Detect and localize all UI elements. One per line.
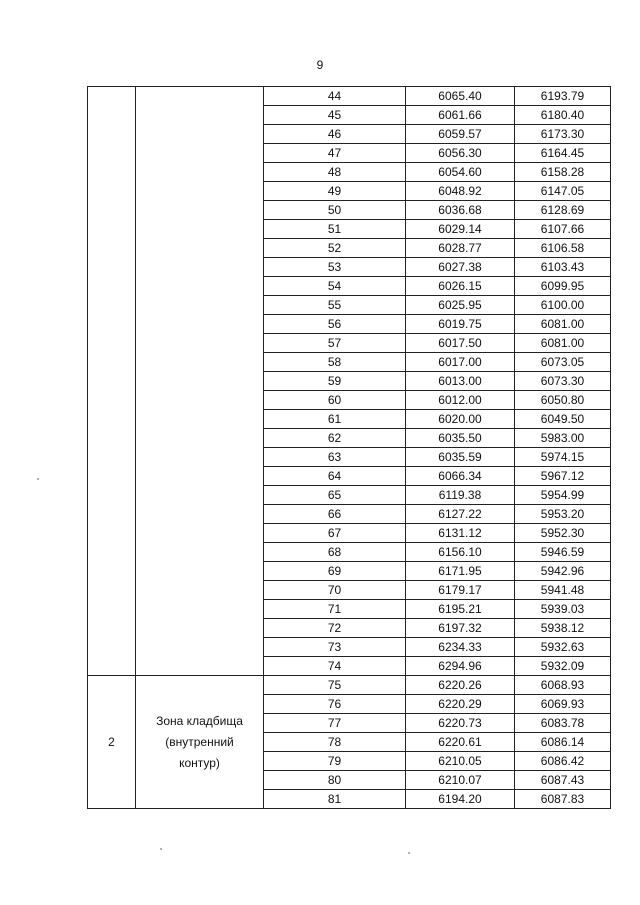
coordinate-x: 6194.20 (406, 790, 515, 809)
point-number: 75 (264, 676, 406, 695)
point-number: 53 (264, 258, 406, 277)
coordinate-y: 5953.20 (515, 505, 611, 524)
point-number: 44 (264, 87, 406, 106)
point-number: 74 (264, 657, 406, 676)
point-number: 62 (264, 429, 406, 448)
point-number: 54 (264, 277, 406, 296)
point-number: 45 (264, 106, 406, 125)
coordinate-y: 6106.58 (515, 239, 611, 258)
coordinate-y: 6087.83 (515, 790, 611, 809)
point-number: 48 (264, 163, 406, 182)
point-number: 64 (264, 467, 406, 486)
coordinate-y: 5932.63 (515, 638, 611, 657)
point-number: 60 (264, 391, 406, 410)
coordinate-x: 6220.61 (406, 733, 515, 752)
coordinate-y: 6081.00 (515, 334, 611, 353)
point-number: 67 (264, 524, 406, 543)
coordinate-y: 5946.59 (515, 543, 611, 562)
zone-name-line: Зона кладбища (156, 713, 243, 728)
coordinates-table-body (88, 87, 611, 809)
coordinate-x: 6020.00 (406, 410, 515, 429)
coordinate-x: 6210.05 (406, 752, 515, 771)
coordinate-y: 6049.50 (515, 410, 611, 429)
coordinate-y: 6069.93 (515, 695, 611, 714)
coordinate-x: 6131.12 (406, 524, 515, 543)
coordinate-x: 6061.66 (406, 106, 515, 125)
point-number: 65 (264, 486, 406, 505)
point-number: 77 (264, 714, 406, 733)
coordinate-y: 6180.40 (515, 106, 611, 125)
coordinate-y: 6083.78 (515, 714, 611, 733)
coordinate-x: 6035.50 (406, 429, 515, 448)
coordinate-x: 6210.07 (406, 771, 515, 790)
coordinate-y: 6100.00 (515, 296, 611, 315)
coordinate-y: 6173.30 (515, 125, 611, 144)
point-number: 69 (264, 562, 406, 581)
coordinate-x: 6056.30 (406, 144, 515, 163)
point-number: 55 (264, 296, 406, 315)
point-number: 61 (264, 410, 406, 429)
coordinate-x: 6066.34 (406, 467, 515, 486)
coordinate-y: 6107.66 (515, 220, 611, 239)
coordinate-y: 5942.96 (515, 562, 611, 581)
coordinate-x: 6054.60 (406, 163, 515, 182)
coordinate-y: 6128.69 (515, 201, 611, 220)
coordinate-x: 6012.00 (406, 391, 515, 410)
point-number: 49 (264, 182, 406, 201)
coordinate-x: 6220.73 (406, 714, 515, 733)
coordinate-y: 5967.12 (515, 467, 611, 486)
coordinate-y: 6068.93 (515, 676, 611, 695)
point-number: 58 (264, 353, 406, 372)
coordinate-x: 6171.95 (406, 562, 515, 581)
coordinate-x: 6127.22 (406, 505, 515, 524)
coordinate-x: 6025.95 (406, 296, 515, 315)
coordinate-x: 6017.50 (406, 334, 515, 353)
coordinate-x: 6119.38 (406, 486, 515, 505)
coordinate-x: 6019.75 (406, 315, 515, 334)
coordinate-y: 6073.05 (515, 353, 611, 372)
coordinate-x: 6065.40 (406, 87, 515, 106)
coordinate-y: 5954.99 (515, 486, 611, 505)
point-number: 71 (264, 600, 406, 619)
coordinate-y: 6086.14 (515, 733, 611, 752)
coordinate-y: 6103.43 (515, 258, 611, 277)
point-number: 63 (264, 448, 406, 467)
coordinate-y: 5938.12 (515, 619, 611, 638)
page-number: 9 (316, 58, 324, 72)
point-number: 52 (264, 239, 406, 258)
coordinate-x: 6179.17 (406, 581, 515, 600)
zone-name (136, 676, 264, 809)
coordinate-y: 5983.00 (515, 429, 611, 448)
coordinate-x: 6017.00 (406, 353, 515, 372)
point-number: 46 (264, 125, 406, 144)
coordinate-y: 5941.48 (515, 581, 611, 600)
coordinate-x: 6035.59 (406, 448, 515, 467)
scan-speck (408, 852, 410, 854)
coordinate-x: 6294.96 (406, 657, 515, 676)
zone-name (136, 87, 264, 676)
coordinate-x: 6156.10 (406, 543, 515, 562)
point-number: 76 (264, 695, 406, 714)
table-row (88, 87, 611, 106)
point-number: 56 (264, 315, 406, 334)
point-number: 81 (264, 790, 406, 809)
coordinate-x: 6059.57 (406, 125, 515, 144)
coordinate-y: 5974.15 (515, 448, 611, 467)
point-number: 73 (264, 638, 406, 657)
coordinate-x: 6048.92 (406, 182, 515, 201)
coordinate-y: 6050.80 (515, 391, 611, 410)
zone-name-line: контур) (179, 755, 220, 770)
coordinate-x: 6028.77 (406, 239, 515, 258)
coordinate-y: 5939.03 (515, 600, 611, 619)
coordinate-x: 6013.00 (406, 372, 515, 391)
point-number: 57 (264, 334, 406, 353)
coordinate-y: 6099.95 (515, 277, 611, 296)
point-number: 51 (264, 220, 406, 239)
coordinate-y: 6086.42 (515, 752, 611, 771)
coordinate-x: 6195.21 (406, 600, 515, 619)
coordinate-y: 6193.79 (515, 87, 611, 106)
coordinate-x: 6027.38 (406, 258, 515, 277)
coordinates-table (87, 86, 611, 809)
coordinate-y: 6087.43 (515, 771, 611, 790)
point-number: 59 (264, 372, 406, 391)
point-number: 78 (264, 733, 406, 752)
coordinate-y: 5952.30 (515, 524, 611, 543)
scan-speck (37, 478, 39, 480)
zone-name-line: (внутренний (165, 734, 234, 749)
point-number: 80 (264, 771, 406, 790)
coordinate-y: 5932.09 (515, 657, 611, 676)
point-number: 72 (264, 619, 406, 638)
coordinate-x: 6026.15 (406, 277, 515, 296)
point-number: 79 (264, 752, 406, 771)
coordinate-y: 6147.05 (515, 182, 611, 201)
coordinate-y: 6164.45 (515, 144, 611, 163)
coordinate-y: 6081.00 (515, 315, 611, 334)
point-number: 66 (264, 505, 406, 524)
coordinate-x: 6220.26 (406, 676, 515, 695)
coordinate-x: 6036.68 (406, 201, 515, 220)
coordinate-x: 6220.29 (406, 695, 515, 714)
coordinate-y: 6158.28 (515, 163, 611, 182)
table-row (88, 676, 611, 695)
zone-number (88, 87, 136, 676)
point-number: 50 (264, 201, 406, 220)
coordinate-x: 6029.14 (406, 220, 515, 239)
coordinate-x: 6197.32 (406, 619, 515, 638)
point-number: 70 (264, 581, 406, 600)
zone-number: 2 (88, 676, 136, 809)
point-number: 47 (264, 144, 406, 163)
point-number: 68 (264, 543, 406, 562)
coordinate-x: 6234.33 (406, 638, 515, 657)
coordinate-y: 6073.30 (515, 372, 611, 391)
scan-speck (160, 848, 162, 850)
